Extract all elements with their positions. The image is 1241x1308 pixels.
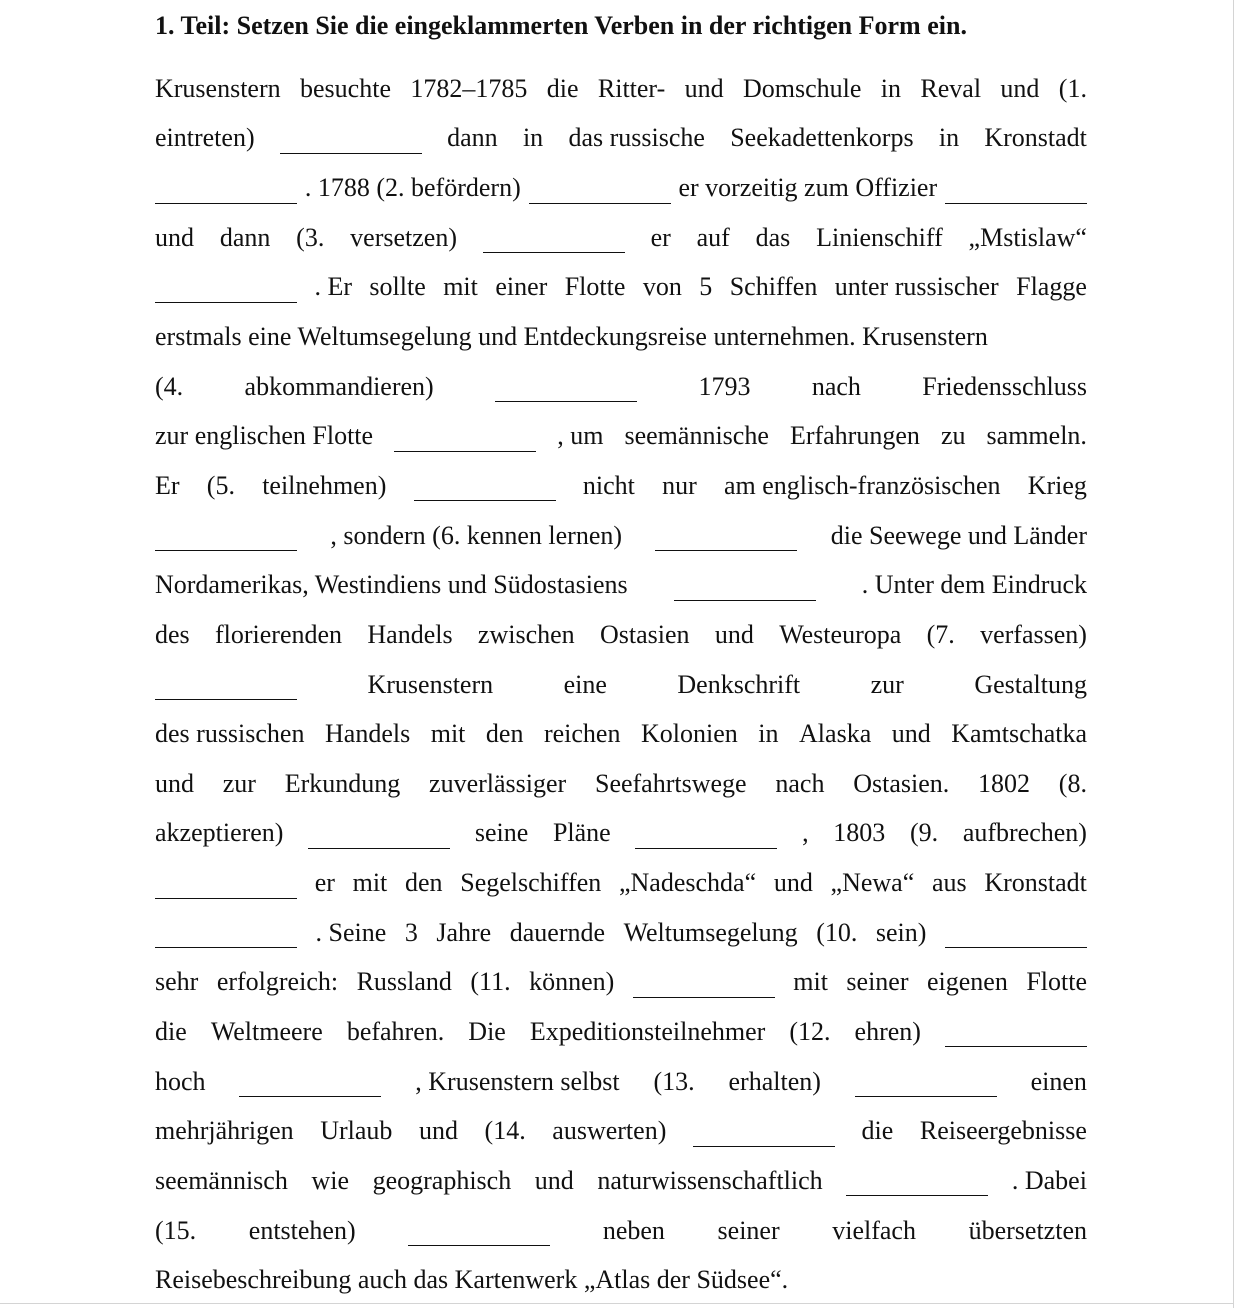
text-segment: Krieg [1027, 470, 1087, 500]
text-segment: nicht [582, 470, 635, 500]
text-line [155, 213, 1087, 263]
text-segment: Pläne [552, 818, 611, 848]
text-line [155, 809, 1087, 859]
text-segment: 3 [404, 917, 418, 947]
text-segment: erfolgreich: [216, 967, 339, 997]
text-line [155, 958, 1087, 1008]
text-segment: naturwissenschaftlich [597, 1165, 823, 1195]
text-segment: , Krusenstern selbst [415, 1066, 620, 1096]
text-line [155, 461, 1087, 511]
text-segment: in [880, 73, 902, 103]
text-segment: in [938, 123, 960, 153]
text-segment: , [802, 818, 809, 848]
text-segment: einen [1030, 1066, 1087, 1096]
text-segment: eintreten) [155, 123, 255, 153]
text-segment: Denkschrift [677, 669, 801, 699]
text-segment: . Dabei [1011, 1165, 1087, 1195]
text-segment: Westeuropa [779, 619, 902, 649]
text-segment: und [155, 768, 194, 798]
text-segment: 1802 [978, 768, 1031, 798]
answer-blank[interactable] [846, 1165, 988, 1196]
text-segment: . Er [314, 272, 352, 302]
text-segment: Linienschiff [816, 222, 943, 252]
text-segment: zuverlässiger [429, 768, 567, 798]
text-segment: (3. [296, 222, 325, 252]
text-line [155, 1206, 1087, 1256]
text-segment: Ritter- [597, 73, 666, 103]
text-segment: besuchte [300, 73, 391, 103]
text-segment: aus [931, 868, 967, 898]
text-segment: und [418, 1116, 458, 1146]
text-line [155, 858, 1087, 908]
text-segment: und [155, 222, 194, 252]
text-segment: (11. [470, 967, 511, 997]
text-segment: nur [662, 470, 697, 500]
text-segment: florierenden [215, 619, 343, 649]
text-segment: Flagge [1016, 272, 1087, 302]
text-segment: 1782–1785 [410, 73, 528, 103]
text-segment: versetzen) [350, 222, 457, 252]
text-segment: abkommandieren) [244, 371, 434, 401]
text-segment: Schiffen [729, 272, 818, 302]
text-segment: Reisebeschreibung auch das Kartenwerk „Atlas der Südsee“. [155, 1265, 789, 1295]
text-segment: . Seine [315, 917, 387, 947]
text-segment: (5. [206, 470, 235, 500]
text-segment: Handels [367, 619, 453, 649]
text-segment: des russischen [155, 719, 305, 749]
text-segment: zwischen [477, 619, 575, 649]
text-segment: befahren. [346, 1016, 445, 1046]
text-segment: Flotte [1026, 967, 1087, 997]
text-segment: zu [940, 421, 966, 451]
answer-blank[interactable] [945, 917, 1087, 948]
text-segment: sein) [875, 917, 927, 947]
text-line [155, 709, 1087, 759]
answer-blank[interactable] [155, 917, 297, 948]
text-segment: auswerten) [552, 1116, 667, 1146]
text-line [155, 64, 1087, 114]
text-segment: können) [529, 967, 615, 997]
text-segment: Friedensschluss [922, 371, 1087, 401]
answer-blank[interactable] [635, 818, 777, 849]
text-segment: entstehen) [248, 1215, 356, 1245]
text-segment: (14. [484, 1116, 526, 1146]
text-line [155, 1156, 1087, 1206]
text-segment: am englisch-französischen [723, 470, 1001, 500]
text-segment: Ostasien [599, 619, 690, 649]
text-segment: die [546, 73, 579, 103]
text-line [155, 114, 1087, 164]
text-segment: und [1000, 73, 1040, 103]
text-segment: (15. [155, 1215, 197, 1245]
text-segment: 1793 [698, 371, 751, 401]
text-segment: die [861, 1116, 894, 1146]
text-segment: Nordamerikas, Westindiens und Südostasiens [155, 570, 628, 600]
text-segment: seiner [717, 1215, 780, 1245]
text-line [155, 1057, 1087, 1107]
text-segment: mit [443, 272, 478, 302]
text-segment: zur englischen Flotte [155, 421, 374, 451]
text-segment: Jahre [436, 917, 492, 947]
text-segment: mit [430, 719, 466, 749]
answer-blank[interactable] [239, 1066, 381, 1097]
text-line [155, 1255, 1087, 1305]
exercise-text [155, 64, 1087, 1305]
text-segment: in [758, 719, 779, 749]
text-segment: (9. [909, 818, 939, 848]
text-segment: das russische [568, 123, 705, 153]
text-segment: eigenen [926, 967, 1008, 997]
text-segment: (13. [653, 1066, 695, 1096]
text-segment: Urlaub [320, 1116, 393, 1146]
text-segment: die Seewege und Länder [830, 520, 1087, 550]
text-segment: Russland [356, 967, 452, 997]
text-segment: eine [563, 669, 607, 699]
answer-blank[interactable] [693, 1116, 835, 1147]
text-segment: reichen [543, 719, 621, 749]
text-segment: Gestaltung [974, 669, 1087, 699]
text-segment: (7. [926, 619, 955, 649]
text-segment: nach [775, 768, 825, 798]
text-line [155, 1007, 1087, 1057]
text-line [155, 312, 1087, 362]
text-segment: seiner [846, 967, 909, 997]
answer-blank[interactable] [674, 570, 816, 601]
answer-blank[interactable] [155, 272, 297, 303]
text-segment: mit [793, 967, 828, 997]
text-segment: Handels [325, 719, 411, 749]
text-segment: (10. [816, 917, 858, 947]
text-segment: Weltmeere [210, 1016, 323, 1046]
text-segment: Flotte [564, 272, 626, 302]
text-segment: , sondern (6. kennen lernen) [330, 520, 623, 550]
text-segment: Er [155, 470, 180, 500]
text-segment: Seekadettenkorps [730, 123, 914, 153]
text-segment: seemännische [624, 421, 769, 451]
exercise-heading: 1. Teil: Setzen Sie die eingeklammerten Verben in der richtigen Form ein. [155, 11, 967, 40]
text-segment: er [314, 868, 335, 898]
text-line [155, 362, 1087, 412]
text-segment: in [522, 123, 544, 153]
text-segment: Domschule [742, 73, 862, 103]
answer-blank[interactable] [855, 1066, 997, 1097]
text-segment: einer [495, 272, 548, 302]
answer-blank[interactable] [394, 421, 536, 452]
text-line [155, 908, 1087, 958]
text-segment: er vorzeitig zum Offizier [678, 173, 938, 203]
text-segment: Kronstadt [984, 868, 1087, 898]
text-segment: von [642, 272, 682, 302]
text-segment: zur [222, 768, 256, 798]
text-segment: (12. [789, 1016, 831, 1046]
text-segment: Erkundung [284, 768, 401, 798]
text-segment: teilnehmen) [262, 470, 387, 500]
text-line [155, 163, 1087, 213]
answer-blank[interactable] [155, 868, 297, 899]
text-segment: sehr [155, 967, 199, 997]
text-segment: Expeditionsteilnehmer [529, 1016, 766, 1046]
text-segment: Die [468, 1016, 506, 1046]
text-segment: Ostasien. [853, 768, 950, 798]
text-segment: und [891, 719, 931, 749]
text-segment: des [155, 619, 190, 649]
text-line [155, 411, 1087, 461]
text-segment: Erfahrungen [789, 421, 920, 451]
text-segment: seine [474, 818, 529, 848]
text-segment: erstmals eine Weltumsegelung und Entdeckungsreise unternehmen. Krusenstern [155, 322, 988, 352]
text-segment: er [650, 222, 671, 252]
text-line [155, 263, 1087, 313]
text-segment: vielfach [832, 1215, 916, 1245]
text-segment: den [485, 719, 524, 749]
answer-blank[interactable] [155, 520, 297, 551]
text-segment: Seefahrtswege [594, 768, 747, 798]
answer-blank[interactable] [308, 818, 450, 849]
answer-blank[interactable] [483, 222, 625, 253]
text-segment: , um [557, 421, 604, 451]
text-segment: und [773, 868, 813, 898]
text-segment: den [404, 868, 443, 898]
text-segment: 1803 [833, 818, 886, 848]
text-segment: Krusenstern [155, 73, 281, 103]
text-segment: nach [811, 371, 861, 401]
text-segment: sammeln. [986, 421, 1087, 451]
text-segment: erhalten) [728, 1066, 821, 1096]
text-segment: dann [219, 222, 271, 252]
answer-blank[interactable] [155, 669, 297, 700]
text-segment: auf [696, 222, 730, 252]
text-segment: geographisch [372, 1165, 512, 1195]
answer-blank[interactable] [529, 173, 671, 204]
text-segment: Weltumsegelung [623, 917, 798, 947]
text-line [155, 511, 1087, 561]
text-segment: sollte [369, 272, 426, 302]
text-segment: zur [870, 669, 904, 699]
text-segment: Krusenstern [367, 669, 494, 699]
text-segment: Kolonien [641, 719, 738, 749]
text-segment: Kamtschatka [951, 719, 1087, 749]
text-segment: Reval [920, 73, 982, 103]
text-segment: . Unter dem Eindruck [861, 570, 1087, 600]
page-border [1233, 0, 1234, 1308]
text-segment: „Nadeschda“ [618, 868, 757, 898]
text-segment: aufbrechen) [962, 818, 1087, 848]
text-segment: akzeptieren) [155, 818, 284, 848]
text-segment: ehren) [854, 1016, 921, 1046]
answer-blank[interactable] [945, 173, 1087, 204]
text-line [155, 610, 1087, 660]
answer-blank[interactable] [155, 173, 297, 204]
text-segment: und [684, 73, 724, 103]
answer-blank[interactable] [414, 470, 556, 501]
text-segment: die [155, 1016, 187, 1046]
text-segment: und [534, 1165, 574, 1195]
text-segment: dann [447, 123, 498, 153]
text-segment: „Newa“ [830, 868, 915, 898]
text-segment: wie [311, 1165, 349, 1195]
text-segment: mehrjährigen [155, 1116, 294, 1146]
text-line [155, 560, 1087, 610]
text-segment: mit [352, 868, 388, 898]
text-segment: (8. [1058, 768, 1087, 798]
text-segment: Reiseergebnisse [919, 1116, 1087, 1146]
text-segment: dauernde [509, 917, 606, 947]
answer-blank[interactable] [495, 371, 637, 402]
text-segment: verfassen) [980, 619, 1087, 649]
answer-blank[interactable] [655, 520, 797, 551]
answer-blank[interactable] [945, 1016, 1087, 1047]
text-segment: unter russischer [834, 272, 999, 302]
text-segment: 5 [699, 272, 713, 302]
text-line [155, 759, 1087, 809]
text-segment: Kronstadt [984, 123, 1087, 153]
text-segment: (1. [1058, 73, 1087, 103]
text-segment: seemännisch [155, 1165, 288, 1195]
text-line [155, 660, 1087, 710]
answer-blank[interactable] [280, 123, 422, 154]
text-line [155, 1106, 1087, 1156]
text-segment: übersetzten [968, 1215, 1087, 1245]
text-segment: und [714, 619, 754, 649]
text-segment: Segelschiffen [460, 868, 602, 898]
text-segment: hoch [155, 1066, 206, 1096]
text-segment: das [755, 222, 791, 252]
answer-blank[interactable] [633, 967, 775, 998]
text-segment: (4. [155, 371, 184, 401]
text-segment: „Mstislaw“ [968, 222, 1087, 252]
answer-blank[interactable] [408, 1215, 550, 1246]
text-segment: . 1788 (2. befördern) [304, 173, 521, 203]
text-segment: neben [602, 1215, 665, 1245]
text-segment: Alaska [799, 719, 872, 749]
